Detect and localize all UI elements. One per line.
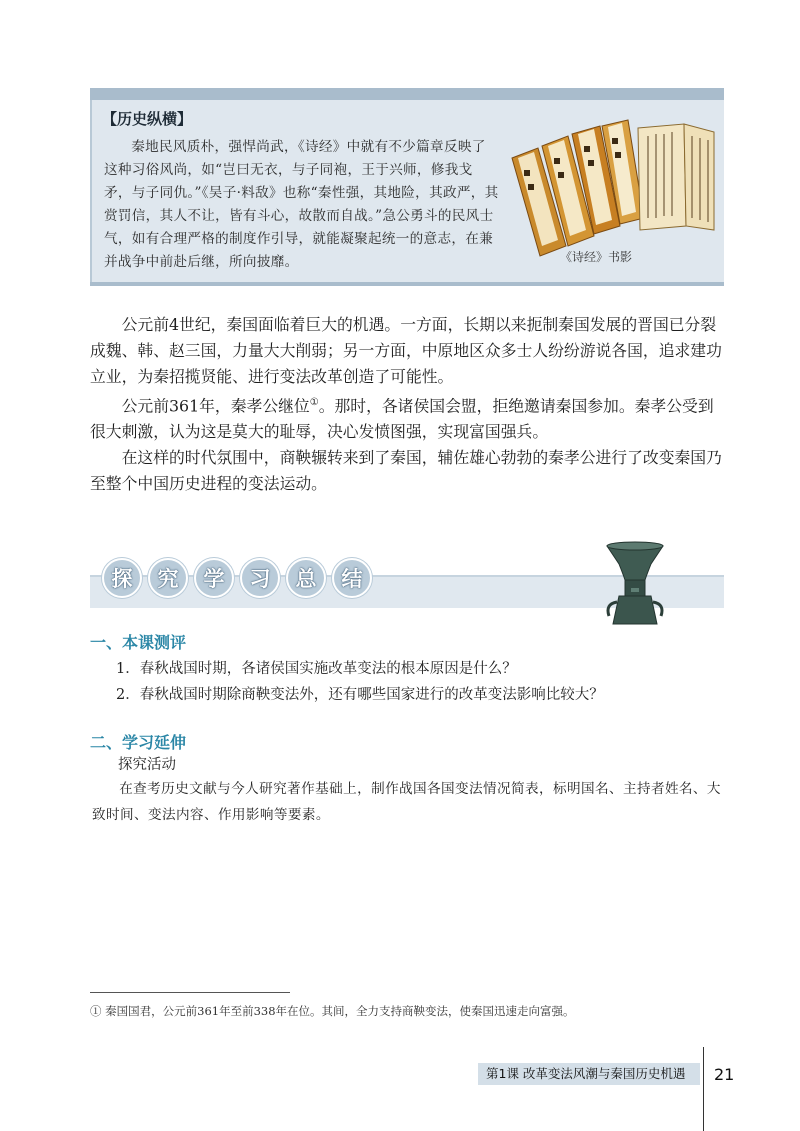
banner-char: 习	[240, 558, 280, 598]
banner-char: 总	[286, 558, 326, 598]
activity-label: 探究活动	[118, 757, 176, 773]
page-number: 21	[714, 1065, 735, 1084]
paragraph-2	[90, 390, 726, 445]
section-heading-evaluation: 一、本课测评	[90, 633, 187, 652]
paragraph-2-part-b: 。那时，各诸侯国会盟，拒绝邀请秦国参加。秦孝公受到很大刺激，认为这是莫大的耻辱，决心发愤图强，实现富国强兵。	[90, 396, 714, 442]
footnote-marker[interactable]: ①	[309, 397, 319, 408]
footnote-text: ① 秦国国君，公元前361年至前338年在位。其间，全力支持商鞅变法，使秦国迅速走向富强。	[90, 1004, 575, 1018]
body-paragraphs	[90, 312, 726, 497]
footer-divider	[703, 1047, 704, 1131]
activity-text: 在查考历史文献与今人研究著作基础上，制作战国各国变法情况简表，标明国名、主持者姓名、大致时间、变法内容、作用影响等要素。	[92, 781, 721, 823]
box-left-line	[90, 100, 92, 286]
paragraph-3: 在这样的时代氛围中，商鞅辗转来到了秦国，辅佐雄心勃勃的秦孝公进行了改变秦国乃至整个中国历史进程的变法运动。	[90, 448, 722, 494]
banner-char: 究	[148, 558, 188, 598]
history-sidebar-box	[90, 88, 724, 286]
history-box-title: 【历史纵横】	[102, 110, 193, 128]
question-1: 1．春秋战国时期，各诸侯国实施改革变法的根本原因是什么？	[116, 661, 517, 677]
book-image-caption: 《诗经》书影	[560, 250, 633, 264]
section-heading-extension: 二、学习延伸	[90, 733, 187, 752]
footnote-rule	[90, 992, 290, 993]
footer-lesson-title: 第1课 改革变法风潮与秦国历史机遇	[478, 1063, 700, 1085]
banner-char: 结	[332, 558, 372, 598]
paragraph-2-part-a: 公元前361年，秦孝公继位	[121, 396, 310, 416]
banner-char: 学	[194, 558, 234, 598]
box-top-bar	[90, 88, 724, 100]
history-box-text: 秦地民风质朴，强悍尚武，《诗经》中就有不少篇章反映了这种习俗风尚，如“岂曰无衣，与子同袍，王于兴师，修我戈矛，与子同仇。”《吴子·料敌》也称“秦性强，其地险，其政严，其赏罚信，其人不让，皆有斗心，故散而自战。”急公勇斗的民风士气，如有合理严格的制度作引导，就能凝聚起统一的意志，在兼并战争中前赴后继，所向披靡。	[104, 139, 499, 270]
paragraph-1: 公元前4世纪，秦国面临着巨大的机遇。一方面，长期以来扼制秦国发展的晋国已分裂成魏、韩、赵三国，力量大大削弱；另一方面，中原地区众多士人纷纷游说各国，追求建功立业，为秦招揽贤能、进行变法改革创造了可能性。	[90, 315, 722, 386]
section-banner-title	[102, 558, 378, 598]
box-bottom-bar	[90, 282, 724, 286]
bronze-vessel-image	[595, 540, 675, 630]
shijing-book-image	[508, 118, 718, 258]
question-2: 2．春秋战国时期除商鞅变法外，还有哪些国家进行的改革变法影响比较大？	[116, 687, 604, 703]
banner-char: 探	[102, 558, 142, 598]
